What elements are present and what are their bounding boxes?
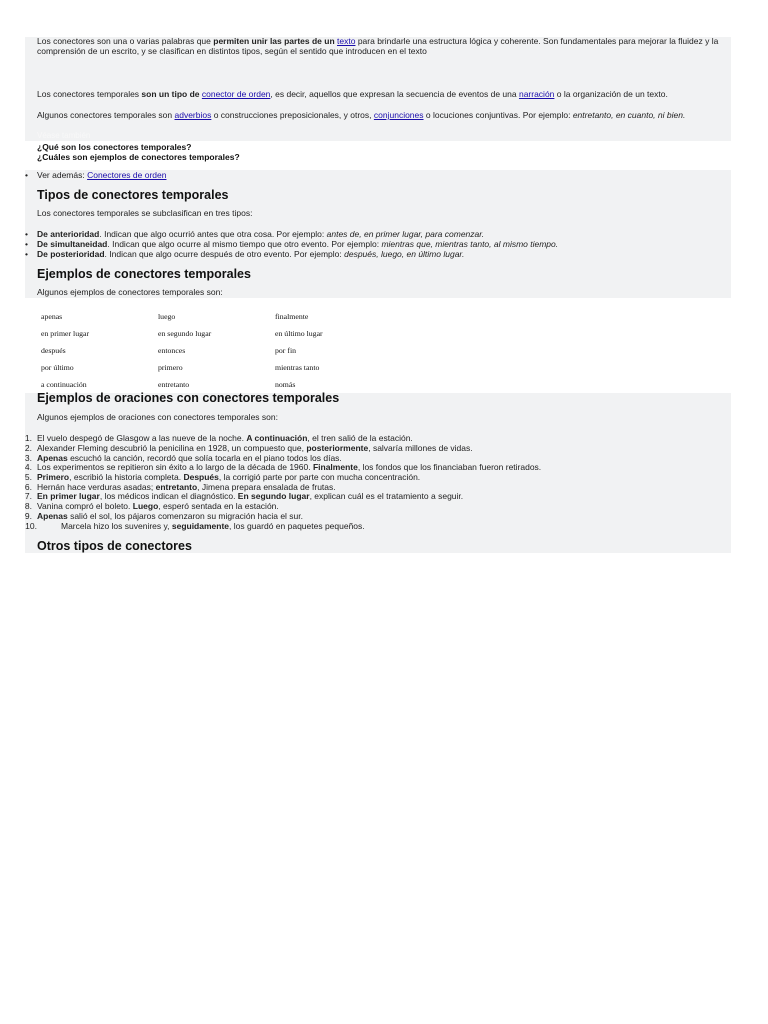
oracion-connector: seguidamente bbox=[171, 521, 230, 531]
tipo-term: De posterioridad bbox=[37, 249, 105, 259]
oracion-text: Alexander Fleming descubrió la penicilina en 1928, un compuesto que, bbox=[37, 443, 307, 453]
adverbios-link[interactable]: adverbios bbox=[174, 110, 212, 120]
list-item bbox=[25, 239, 727, 249]
intro-bold: permiten unir las partes de un bbox=[213, 36, 338, 46]
tipo-text: . Indican que algo ocurre después de otro evento. Por ejemplo: bbox=[104, 249, 345, 259]
conjunciones-link[interactable]: conjunciones bbox=[373, 110, 424, 120]
intro-text: Algunos conectores temporales son bbox=[37, 110, 175, 120]
intro-bold: son un tipo de bbox=[141, 89, 202, 99]
tipo-example: mientras que, mientras tanto, al mismo tiempo. bbox=[381, 239, 559, 249]
bullet-dot: • bbox=[25, 229, 28, 239]
table-cell: primero bbox=[158, 363, 183, 372]
oracion-text: Marcela hizo los suvenires y, bbox=[61, 521, 172, 531]
table-cell: por fin bbox=[275, 346, 297, 355]
conector-de-orden-link[interactable]: conector de orden bbox=[201, 89, 271, 99]
oracion-text: , escribió la historia completa. bbox=[69, 472, 184, 482]
list-item bbox=[25, 229, 727, 239]
intro-paragraph-3 bbox=[37, 110, 727, 120]
toc-label: Véase también bbox=[37, 131, 91, 140]
oracion-connector: Luego bbox=[132, 501, 159, 511]
list-number: 1. bbox=[24, 433, 32, 443]
oraciones-heading: Ejemplos de oraciones con conectores temporales bbox=[37, 391, 340, 405]
table-cell: nomás bbox=[275, 380, 296, 389]
oracion-connector: En primer lugar bbox=[37, 491, 100, 501]
tipo-text: . Indican que algo ocurrió antes que otra cosa. Por ejemplo: bbox=[99, 229, 327, 239]
toc-list bbox=[37, 142, 727, 162]
oracion-connector: Primero bbox=[37, 472, 70, 482]
list-number: 10. bbox=[25, 521, 37, 531]
intro-paragraph-1 bbox=[37, 36, 727, 56]
oracion-text: , los médicos indican el diagnóstico. bbox=[99, 491, 238, 501]
tipos-list bbox=[25, 229, 727, 261]
conectores-table bbox=[41, 312, 371, 392]
ejemplos-heading: Ejemplos de conectores temporales bbox=[37, 267, 251, 281]
intro-text: Los conectores son una o varias palabras que bbox=[37, 36, 214, 46]
bullet-dot: • bbox=[25, 239, 28, 249]
list-number: 7. bbox=[24, 491, 32, 501]
see-also bbox=[25, 170, 727, 180]
tipos-intro: Los conectores temporales se subclasifican en tres tipos: bbox=[37, 208, 253, 218]
intro-text: o locuciones conjuntivas. Por ejemplo: bbox=[423, 110, 573, 120]
oracion-text: , los fondos que los financiaban fueron retirados. bbox=[357, 462, 542, 472]
intro-text: , es decir, aquellos que expresan la secuencia de eventos de una bbox=[270, 89, 519, 99]
intro-paragraph-2 bbox=[37, 89, 727, 99]
tipo-term: De simultaneidad bbox=[37, 239, 108, 249]
table-cell: por último bbox=[41, 363, 74, 372]
oracion-text: , la corrigió parte por parte con mucha concentración. bbox=[218, 472, 421, 482]
table-cell: mientras tanto bbox=[275, 363, 320, 372]
intro-section bbox=[37, 36, 727, 56]
list-number: 2. bbox=[24, 443, 32, 453]
oracion-text: salió el sol, los pájaros comenzaron su migración hacia el sur. bbox=[67, 511, 304, 521]
table-cell: finalmente bbox=[275, 312, 309, 321]
oraciones-list bbox=[0, 433, 740, 533]
otros-heading: Otros tipos de conectores bbox=[37, 539, 192, 553]
bullet-dot: • bbox=[25, 249, 28, 259]
oracion-connector: Apenas bbox=[37, 453, 68, 463]
oracion-connector: posteriormente bbox=[306, 443, 369, 453]
intro-paragraph-2-wrap bbox=[37, 89, 727, 99]
intro-text: Los conectores temporales bbox=[37, 89, 142, 99]
list-number: 3. bbox=[24, 453, 32, 463]
oracion-text: El vuelo despegó de Glasgow a las nueve de la noche. bbox=[37, 433, 247, 443]
oracion-text: , los guardó en paquetes pequeños. bbox=[229, 521, 365, 531]
intro-text: para brindarle una estructura lógica y coherente. Son fundamentales para mejorar la fluidez y la comprensión de un escrito, y se clasifican en distintos tipos, según el sentido que introducen en el texto bbox=[37, 36, 719, 56]
oracion-text: Hernán hace verduras asadas; bbox=[37, 482, 156, 492]
oracion-connector: A continuación bbox=[246, 433, 308, 443]
ejemplos-intro: Algunos ejemplos de conectores temporales son: bbox=[37, 287, 223, 297]
oracion-connector: Después bbox=[183, 472, 219, 482]
list-number: 5. bbox=[24, 472, 32, 482]
intro-text: o construcciones preposicionales, y otros, bbox=[211, 110, 374, 120]
list-item bbox=[25, 249, 727, 259]
oraciones-intro: Algunos ejemplos de oraciones con conectores temporales son: bbox=[37, 412, 278, 422]
oracion-text: , el tren salió de la estación. bbox=[307, 433, 413, 443]
list-number: 4. bbox=[24, 462, 32, 472]
table-cell: en segundo lugar bbox=[158, 329, 212, 338]
intro-text: o la organización de un texto. bbox=[554, 89, 668, 99]
tipo-text: . Indican que algo ocurre al mismo tiempo que otro evento. Por ejemplo: bbox=[107, 239, 382, 249]
table-cell: después bbox=[41, 346, 66, 355]
toc-item-que-son[interactable]: ¿Qué son los conectores temporales? bbox=[37, 142, 192, 152]
table-cell: entretanto bbox=[158, 380, 190, 389]
tipos-heading: Tipos de conectores temporales bbox=[37, 188, 229, 202]
list-number: 6. bbox=[24, 482, 32, 492]
oracion-text: , Jimena prepara ensalada de frutas. bbox=[197, 482, 336, 492]
table-cell: en último lugar bbox=[275, 329, 323, 338]
table-cell: luego bbox=[158, 312, 176, 321]
list-number: 9. bbox=[24, 511, 32, 521]
oracion-text: Vanina compró el boleto. bbox=[37, 501, 133, 511]
tipo-term: De anterioridad bbox=[37, 229, 100, 239]
toc-item-ejemplos[interactable]: ¿Cuáles son ejemplos de conectores temporales? bbox=[37, 152, 240, 162]
see-also-prefix: Ver además: bbox=[37, 170, 88, 180]
table-cell: entonces bbox=[158, 346, 186, 355]
oracion-text: , esperó sentada en la estación. bbox=[158, 501, 279, 511]
table-cell: apenas bbox=[41, 312, 63, 321]
narracion-link[interactable]: narración bbox=[518, 89, 555, 99]
bullet-dot: • bbox=[25, 170, 28, 180]
tipo-example: después, luego, en último lugar. bbox=[344, 249, 465, 259]
intro-italic: entretanto, en cuanto, ni bien. bbox=[572, 110, 686, 120]
oracion-text: escuchó la canción, recordó que solía tocarla en el piano todos los días. bbox=[67, 453, 342, 463]
oracion-connector: En segundo lugar bbox=[237, 491, 310, 501]
texto-link[interactable]: texto bbox=[337, 36, 356, 46]
oracion-connector: Finalmente bbox=[312, 462, 358, 472]
oracion-connector: entretanto bbox=[155, 482, 198, 492]
oracion-text: , explican cuál es el tratamiento a seguir. bbox=[309, 491, 464, 501]
oracion-text: Los experimentos se repitieron sin éxito a lo largo de la década de 1960. bbox=[37, 462, 313, 472]
oracion-text: , salvaría millones de vidas. bbox=[368, 443, 473, 453]
list-number: 8. bbox=[24, 501, 32, 511]
intro-paragraph-3-wrap bbox=[37, 110, 727, 120]
tipo-example: antes de, en primer lugar, para comenzar. bbox=[326, 229, 485, 239]
table-cell: a continuación bbox=[41, 380, 87, 389]
table-cell: en primer lugar bbox=[41, 329, 90, 338]
oracion-connector: Apenas bbox=[37, 511, 68, 521]
conectores-de-orden-link[interactable]: Conectores de orden bbox=[87, 170, 167, 180]
